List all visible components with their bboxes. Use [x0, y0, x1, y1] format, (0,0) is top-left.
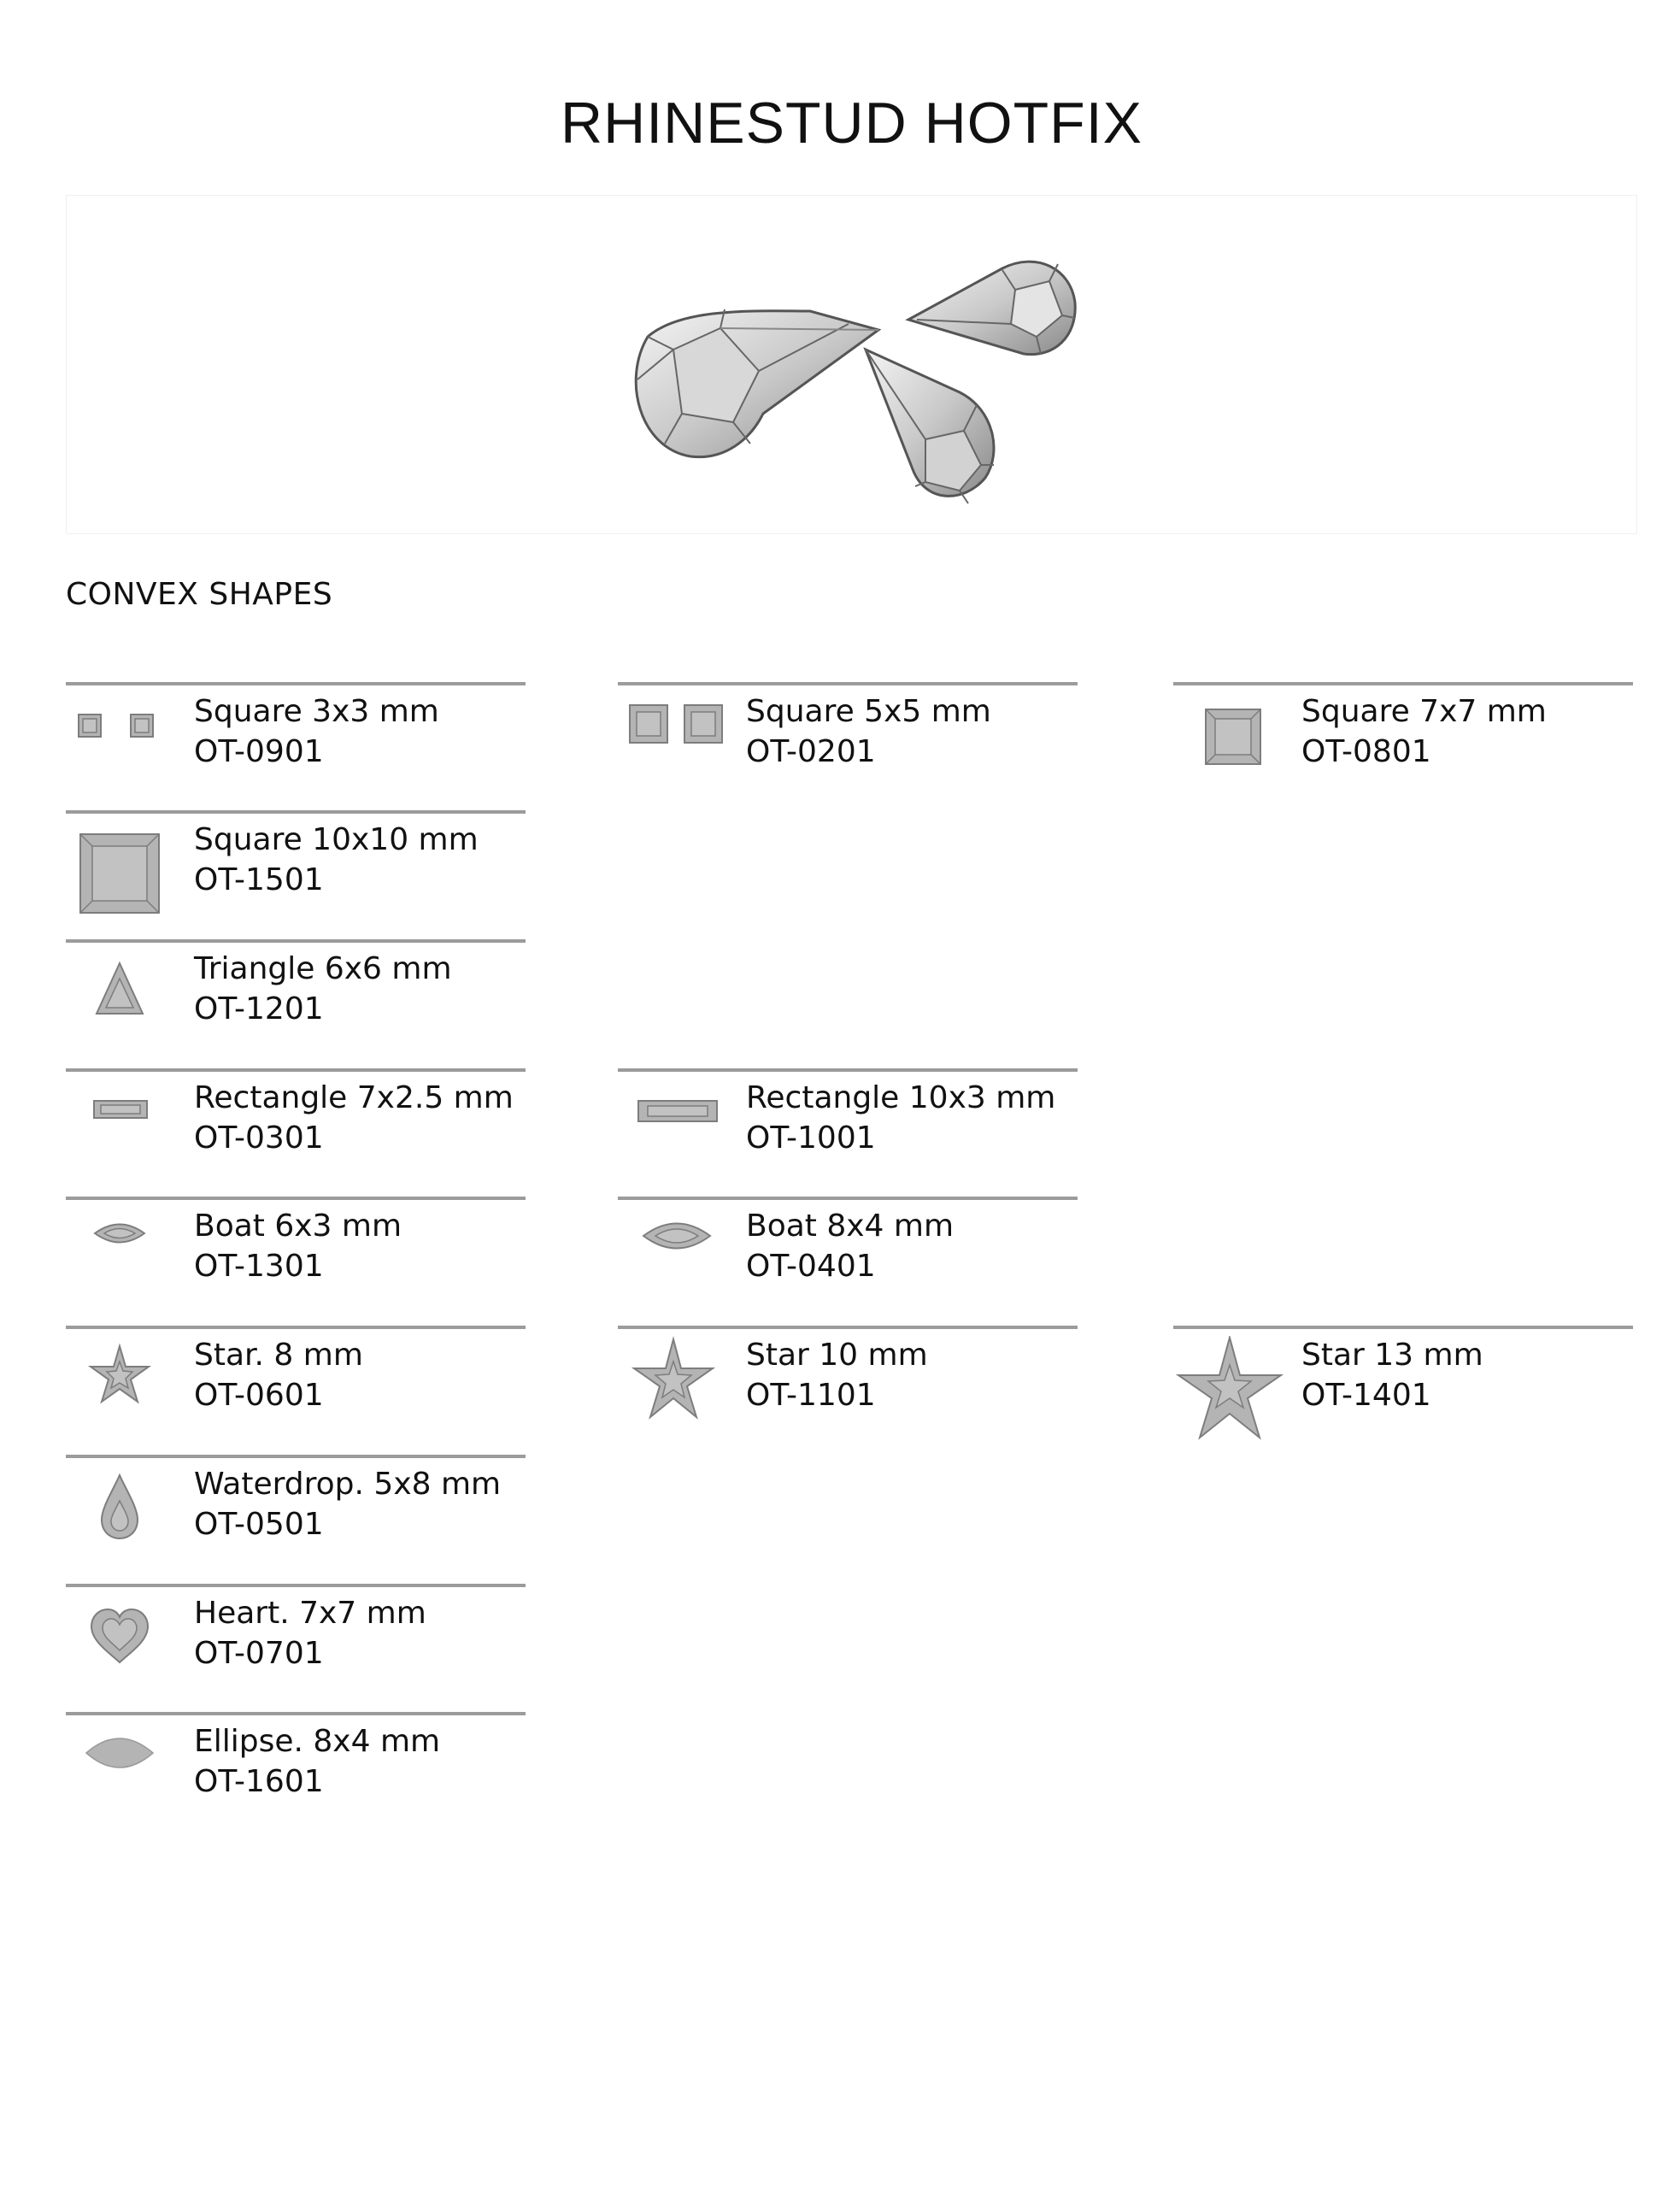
- hero-image-frame: [66, 195, 1637, 534]
- product-name: Star 13 mm: [1301, 1338, 1483, 1373]
- product-code: OT-1401: [1301, 1378, 1431, 1413]
- star-small-icon: [66, 1336, 185, 1452]
- product-star-13: [1173, 1326, 1633, 1457]
- product-name: Waterdrop. 5x8 mm: [194, 1467, 502, 1502]
- product-code: OT-0401: [746, 1249, 876, 1284]
- product-code: OT-1501: [194, 862, 324, 897]
- product-rectangle-7x2.5: [66, 1068, 526, 1200]
- product-ellipse-8x4: [66, 1712, 526, 1844]
- product-star-10: [618, 1326, 1078, 1457]
- product-name: Square 3x3 mm: [194, 694, 439, 729]
- product-star-8: [66, 1326, 526, 1457]
- product-code: OT-0801: [1301, 734, 1431, 769]
- product-triangle-6x6: [66, 939, 526, 1071]
- product-name: Triangle 6x6 mm: [194, 951, 452, 986]
- product-code: OT-1301: [194, 1249, 324, 1284]
- product-code: OT-0301: [194, 1120, 324, 1156]
- product-name: Star. 8 mm: [194, 1338, 363, 1373]
- square-medium-pair-icon: [618, 692, 737, 809]
- product-boat-8x4: [618, 1197, 1078, 1328]
- product-name: Boat 8x4 mm: [746, 1209, 955, 1244]
- product-square-10x10: [66, 810, 526, 942]
- section-title: CONVEX SHAPES: [66, 577, 333, 612]
- boat-small-icon: [66, 1207, 185, 1323]
- page-title: RHINESTUD HOTFIX: [561, 91, 1143, 156]
- triangle-icon: [66, 950, 185, 1066]
- product-name: Square 10x10 mm: [194, 822, 479, 857]
- rhinestud-photo-icon: [67, 196, 1636, 533]
- star-medium-icon: [618, 1336, 737, 1452]
- product-name: Square 7x7 mm: [1301, 694, 1547, 729]
- product-name: Boat 6x3 mm: [194, 1209, 402, 1244]
- product-code: OT-1101: [746, 1378, 876, 1413]
- boat-large-icon: [618, 1207, 737, 1323]
- product-square-7x7: [1173, 682, 1633, 814]
- product-code: OT-0901: [194, 734, 324, 769]
- product-name: Heart. 7x7 mm: [194, 1596, 426, 1631]
- ellipse-icon: [66, 1722, 185, 1838]
- product-code: OT-0701: [194, 1636, 324, 1671]
- product-code: OT-0201: [746, 734, 876, 769]
- product-code: OT-1201: [194, 991, 324, 1026]
- product-heart-7x7: [66, 1584, 526, 1715]
- waterdrop-icon: [66, 1465, 185, 1581]
- product-name: Rectangle 7x2.5 mm: [194, 1080, 514, 1115]
- square-7mm-icon: [1173, 692, 1293, 809]
- product-code: OT-0501: [194, 1507, 324, 1542]
- product-name: Square 5x5 mm: [746, 694, 991, 729]
- product-square-3x3: [66, 682, 526, 814]
- product-code: OT-1001: [746, 1120, 876, 1156]
- product-name: Star 10 mm: [746, 1338, 928, 1373]
- heart-icon: [66, 1594, 185, 1710]
- star-large-icon: [1173, 1336, 1293, 1452]
- square-10mm-icon: [66, 820, 185, 937]
- rectangle-large-icon: [618, 1079, 737, 1195]
- product-waterdrop-5x8: [66, 1455, 526, 1586]
- square-small-pair-icon: [66, 692, 185, 809]
- product-name: Ellipse. 8x4 mm: [194, 1724, 441, 1759]
- product-code: OT-1601: [194, 1764, 324, 1799]
- product-rectangle-10x3: [618, 1068, 1078, 1200]
- product-name: Rectangle 10x3 mm: [746, 1080, 1056, 1115]
- product-boat-6x3: [66, 1197, 526, 1328]
- product-code: OT-0601: [194, 1378, 324, 1413]
- product-square-5x5: [618, 682, 1078, 814]
- rectangle-small-icon: [66, 1079, 185, 1195]
